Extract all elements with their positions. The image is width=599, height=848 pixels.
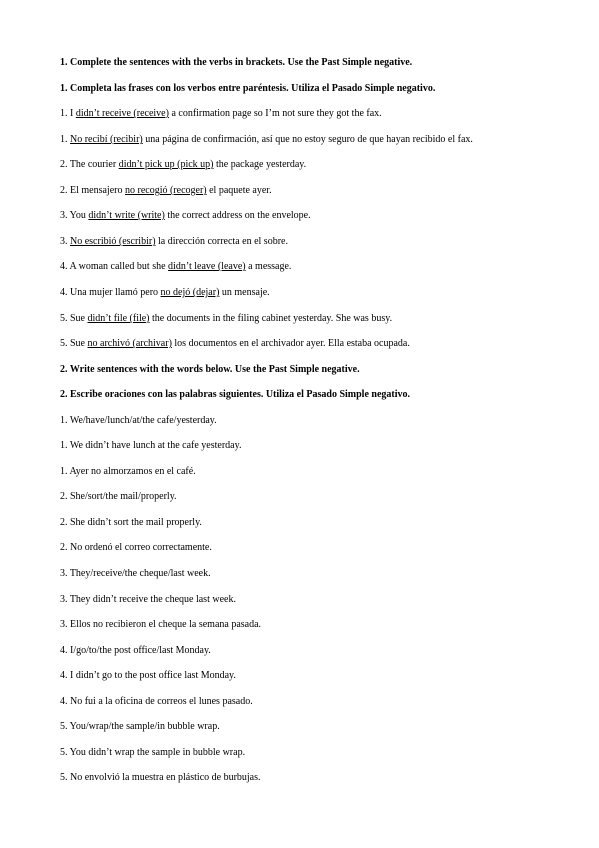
line-text: 2. El mensajero	[60, 185, 125, 196]
text-line	[60, 542, 580, 554]
line-text: una página de confirmación, así que no estoy seguro de que hayan recibido el fax.	[142, 134, 473, 145]
answer-underlined: No escribió (escribir)	[70, 236, 156, 247]
text-line	[60, 185, 580, 197]
line-text: los documentos en el archivador ayer. Ella estaba ocupada.	[171, 338, 410, 349]
text-line	[60, 772, 580, 784]
text-line	[60, 287, 580, 299]
line-text: 1. I	[60, 108, 76, 119]
text-line	[60, 338, 580, 350]
text-line	[60, 491, 580, 503]
line-text: 1. We didn’t have lunch at the cafe yesterday.	[60, 440, 242, 451]
line-text: the documents in the filing cabinet yesterday. She was busy.	[149, 313, 393, 324]
line-text: 5. You/wrap/the sample/in bubble wrap.	[60, 721, 220, 732]
text-line	[60, 108, 580, 120]
text-line	[60, 440, 580, 452]
text-line	[60, 134, 580, 146]
answer-underlined: didn’t write (write)	[88, 210, 165, 221]
instruction-heading	[60, 364, 580, 376]
line-text: 1. Ayer no almorzamos en el café.	[60, 466, 196, 477]
line-text: 4. Una mujer llamó pero	[60, 287, 161, 298]
line-text: 1.	[60, 134, 70, 145]
line-text: 1. Complete the sentences with the verbs in brackets. Use the Past Simple negative.	[60, 57, 413, 68]
line-text: 2. She/sort/the mail/properly.	[60, 491, 177, 502]
line-text: 5. Sue	[60, 338, 88, 349]
text-line	[60, 696, 580, 708]
line-text: 5. No envolvió la muestra en plástico de burbujas.	[60, 772, 261, 783]
line-text: 1. Completa las frases con los verbos entre paréntesis. Utiliza el Pasado Simple negativo.	[60, 83, 436, 94]
text-line	[60, 645, 580, 657]
answer-underlined: no archivó (archivar)	[87, 338, 172, 349]
text-line	[60, 159, 580, 171]
text-line	[60, 313, 580, 325]
line-text: 2. Write sentences with the words below. Use the Past Simple negative.	[60, 364, 360, 375]
text-line	[60, 466, 580, 478]
line-text: 4. I/go/to/the post office/last Monday.	[60, 645, 211, 656]
text-line	[60, 210, 580, 222]
line-text: the correct address on the envelope.	[164, 210, 311, 221]
answer-underlined: no dejó (dejar)	[160, 287, 220, 298]
line-text: 2. No ordenó el correo correctamente.	[60, 542, 212, 553]
answer-underlined: didn’t leave (leave)	[168, 261, 246, 272]
text-line	[60, 594, 580, 606]
answer-underlined: didn’t file (file)	[87, 313, 150, 324]
line-text: 3. Ellos no recibieron el cheque la semana pasada.	[60, 619, 262, 630]
line-text: 3. They/receive/the cheque/last week.	[60, 568, 211, 579]
text-line	[60, 236, 580, 248]
text-line	[60, 721, 580, 733]
answer-underlined: no recogió (recoger)	[124, 185, 207, 196]
answer-underlined: didn’t pick up (pick up)	[118, 159, 214, 170]
instruction-heading	[60, 57, 580, 69]
text-line	[60, 517, 580, 529]
line-text: 4. A woman called but she	[60, 261, 169, 272]
line-text: el paquete ayer.	[206, 185, 272, 196]
text-line	[60, 568, 580, 580]
text-line	[60, 415, 580, 427]
line-text: 2. She didn’t sort the mail properly.	[60, 517, 202, 528]
line-text: 3. You	[60, 210, 89, 221]
line-text: a confirmation page so I’m not sure they got the fax.	[168, 108, 382, 119]
text-line	[60, 670, 580, 682]
text-line	[60, 747, 580, 759]
line-text: la dirección correcta en el sobre.	[155, 236, 288, 247]
instruction-heading	[60, 389, 580, 401]
line-text: 3. They didn’t receive the cheque last week.	[60, 594, 236, 605]
line-text: 2. The courier	[60, 159, 119, 170]
line-text: 4. No fui a la oficina de correos el lunes pasado.	[60, 696, 253, 707]
line-text: 1. We/have/lunch/at/the cafe/yesterday.	[60, 415, 217, 426]
answer-underlined: didn’t receive (receive)	[75, 108, 169, 119]
line-text: 4. I didn’t go to the post office last Monday.	[60, 670, 236, 681]
line-text: the package yesterday.	[213, 159, 307, 170]
line-text: 3.	[60, 236, 70, 247]
line-text: 5. Sue	[60, 313, 88, 324]
line-text: 2. Escribe oraciones con las palabras siguientes. Utiliza el Pasado Simple negativo.	[60, 389, 410, 400]
line-text: a message.	[245, 261, 292, 272]
line-text: 5. You didn’t wrap the sample in bubble wrap.	[60, 747, 246, 758]
line-text: un mensaje.	[219, 287, 270, 298]
instruction-heading	[60, 83, 580, 95]
answer-underlined: No recibí (recibir)	[70, 134, 143, 145]
text-line	[60, 261, 580, 273]
text-line	[60, 619, 580, 631]
